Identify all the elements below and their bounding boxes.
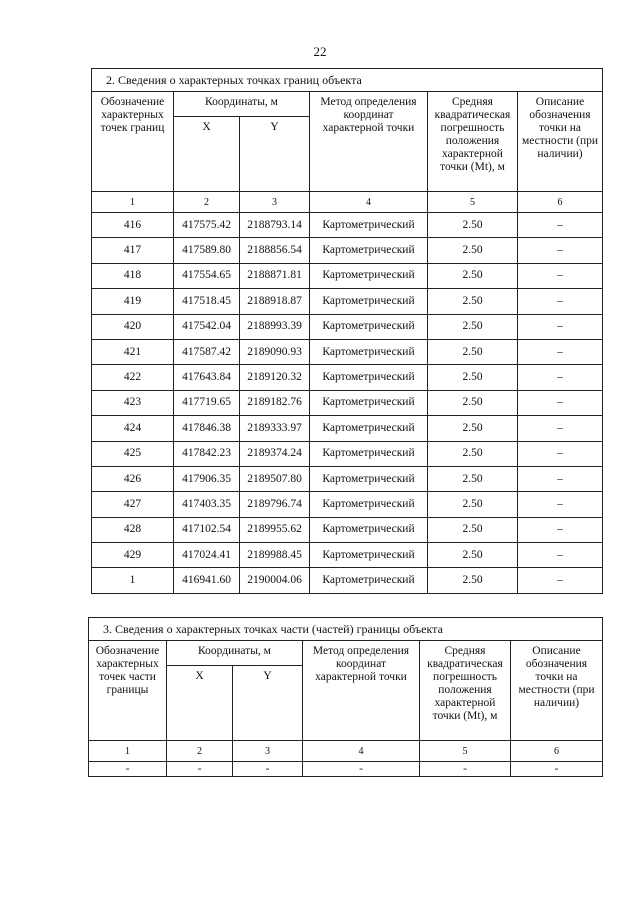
cell-description: – xyxy=(518,568,603,593)
cell-description: – xyxy=(518,213,603,238)
cell-point: 422 xyxy=(92,365,174,390)
col-number-2: 2 xyxy=(167,741,233,762)
cell-point: 427 xyxy=(92,492,174,517)
cell-description: – xyxy=(518,238,603,263)
cell-method: Картометрический xyxy=(310,339,428,364)
col-number-4: 4 xyxy=(303,741,420,762)
cell-description: – xyxy=(518,365,603,390)
cell-mt: 2.50 xyxy=(428,213,518,238)
cell-y: 2189955.62 xyxy=(240,517,310,542)
cell-method: Картометрический xyxy=(310,441,428,466)
cell-description: – xyxy=(518,543,603,568)
table-row xyxy=(92,390,603,415)
header-point: Обозначение характерных точек части границы xyxy=(89,641,167,741)
table-row xyxy=(92,289,603,314)
header-x: X xyxy=(174,117,240,192)
cell-x: 417554.65 xyxy=(174,263,240,288)
empty-point: - xyxy=(89,762,167,777)
cell-y: 2188918.87 xyxy=(240,289,310,314)
cell-method: Картометрический xyxy=(310,263,428,288)
cell-x: 417906.35 xyxy=(174,466,240,491)
table-row xyxy=(92,441,603,466)
cell-y: 2188793.14 xyxy=(240,213,310,238)
table-row xyxy=(92,263,603,288)
cell-method: Картометрический xyxy=(310,517,428,542)
empty-mt: - xyxy=(420,762,511,777)
col-number-3: 3 xyxy=(240,192,310,213)
cell-y: 2190004.06 xyxy=(240,568,310,593)
cell-description: – xyxy=(518,416,603,441)
cell-y: 2189090.93 xyxy=(240,339,310,364)
cell-method: Картометрический xyxy=(310,365,428,390)
col-number-3: 3 xyxy=(233,741,303,762)
header-description: Описание обозначения точки на местности (при наличии) xyxy=(511,641,603,741)
cell-x: 416941.60 xyxy=(174,568,240,593)
cell-description: – xyxy=(518,263,603,288)
cell-method: Картометрический xyxy=(310,492,428,517)
header-accuracy: Средняя квадратическая погрешность положения характерной точки (Mt), м xyxy=(420,641,511,741)
header-coords: Координаты, м xyxy=(167,641,303,666)
header-accuracy: Средняя квадратическая погрешность положения характерной точки (Mt), м xyxy=(428,92,518,192)
table-row xyxy=(92,314,603,339)
cell-method: Картометрический xyxy=(310,466,428,491)
header-method: Метод определения координат характерной точки xyxy=(303,641,420,741)
table-row xyxy=(92,517,603,542)
cell-method: Картометрический xyxy=(310,314,428,339)
cell-x: 417542.04 xyxy=(174,314,240,339)
cell-mt: 2.50 xyxy=(428,466,518,491)
cell-x: 417102.54 xyxy=(174,517,240,542)
cell-mt: 2.50 xyxy=(428,492,518,517)
cell-point: 420 xyxy=(92,314,174,339)
empty-desc: - xyxy=(511,762,603,777)
table-row xyxy=(92,365,603,390)
col-number-6: 6 xyxy=(511,741,603,762)
cell-y: 2189507.80 xyxy=(240,466,310,491)
page-number: 22 xyxy=(313,44,327,59)
header-point: Обозначение характерных точек границ xyxy=(92,92,174,192)
col-number-1: 1 xyxy=(89,741,167,762)
section-2-title: 2. Сведения о характерных точках границ объекта xyxy=(92,69,603,92)
cell-point: 421 xyxy=(92,339,174,364)
cell-mt: 2.50 xyxy=(428,238,518,263)
cell-mt: 2.50 xyxy=(428,365,518,390)
table-row xyxy=(92,213,603,238)
cell-method: Картометрический xyxy=(310,390,428,415)
empty-y: - xyxy=(233,762,303,777)
table-row xyxy=(92,492,603,517)
cell-mt: 2.50 xyxy=(428,314,518,339)
cell-mt: 2.50 xyxy=(428,339,518,364)
cell-y: 2188993.39 xyxy=(240,314,310,339)
cell-y: 2189988.45 xyxy=(240,543,310,568)
cell-description: – xyxy=(518,289,603,314)
cell-method: Картометрический xyxy=(310,543,428,568)
cell-mt: 2.50 xyxy=(428,517,518,542)
cell-x: 417846.38 xyxy=(174,416,240,441)
col-number-2: 2 xyxy=(174,192,240,213)
cell-description: – xyxy=(518,466,603,491)
cell-mt: 2.50 xyxy=(428,441,518,466)
cell-point: 416 xyxy=(92,213,174,238)
cell-y: 2188871.81 xyxy=(240,263,310,288)
empty-method: - xyxy=(303,762,420,777)
cell-mt: 2.50 xyxy=(428,390,518,415)
cell-method: Картометрический xyxy=(310,568,428,593)
cell-point: 418 xyxy=(92,263,174,288)
cell-description: – xyxy=(518,441,603,466)
cell-x: 417589.80 xyxy=(174,238,240,263)
col-number-5: 5 xyxy=(428,192,518,213)
header-x: X xyxy=(167,666,233,741)
boundary-points-table xyxy=(91,68,603,594)
cell-method: Картометрический xyxy=(310,238,428,263)
col-number-4: 4 xyxy=(310,192,428,213)
table-row xyxy=(92,543,603,568)
cell-point: 425 xyxy=(92,441,174,466)
cell-x: 417643.84 xyxy=(174,365,240,390)
cell-point: 429 xyxy=(92,543,174,568)
header-method: Метод определения координат характерной точки xyxy=(310,92,428,192)
cell-point: 419 xyxy=(92,289,174,314)
cell-y: 2189182.76 xyxy=(240,390,310,415)
empty-x: - xyxy=(167,762,233,777)
cell-point: 417 xyxy=(92,238,174,263)
header-description: Описание обозначения точки на местности (при наличии) xyxy=(518,92,603,192)
cell-point: 1 xyxy=(92,568,174,593)
cell-method: Картометрический xyxy=(310,416,428,441)
cell-y: 2188856.54 xyxy=(240,238,310,263)
cell-mt: 2.50 xyxy=(428,289,518,314)
cell-description: – xyxy=(518,517,603,542)
cell-x: 417403.35 xyxy=(174,492,240,517)
table-row xyxy=(92,416,603,441)
cell-x: 417719.65 xyxy=(174,390,240,415)
table-row xyxy=(92,238,603,263)
table-row xyxy=(92,568,603,593)
cell-x: 417587.42 xyxy=(174,339,240,364)
cell-x: 417518.45 xyxy=(174,289,240,314)
cell-point: 423 xyxy=(92,390,174,415)
section-3-title: 3. Сведения о характерных точках части (частей) границы объекта xyxy=(89,618,603,641)
col-number-1: 1 xyxy=(92,192,174,213)
table-row xyxy=(92,339,603,364)
cell-x: 417024.41 xyxy=(174,543,240,568)
cell-description: – xyxy=(518,314,603,339)
cell-mt: 2.50 xyxy=(428,263,518,288)
cell-point: 426 xyxy=(92,466,174,491)
cell-y: 2189120.32 xyxy=(240,365,310,390)
cell-y: 2189374.24 xyxy=(240,441,310,466)
cell-description: – xyxy=(518,339,603,364)
header-y: Y xyxy=(240,117,310,192)
cell-point: 428 xyxy=(92,517,174,542)
header-y: Y xyxy=(233,666,303,741)
cell-point: 424 xyxy=(92,416,174,441)
col-number-5: 5 xyxy=(420,741,511,762)
cell-x: 417575.42 xyxy=(174,213,240,238)
cell-y: 2189796.74 xyxy=(240,492,310,517)
cell-description: – xyxy=(518,390,603,415)
cell-method: Картометрический xyxy=(310,213,428,238)
cell-mt: 2.50 xyxy=(428,416,518,441)
cell-method: Картометрический xyxy=(310,289,428,314)
cell-description: – xyxy=(518,492,603,517)
cell-mt: 2.50 xyxy=(428,568,518,593)
cell-mt: 2.50 xyxy=(428,543,518,568)
cell-y: 2189333.97 xyxy=(240,416,310,441)
part-boundary-points-table xyxy=(88,617,603,777)
col-number-6: 6 xyxy=(518,192,603,213)
header-coords: Координаты, м xyxy=(174,92,310,117)
table-row xyxy=(92,466,603,491)
cell-x: 417842.23 xyxy=(174,441,240,466)
